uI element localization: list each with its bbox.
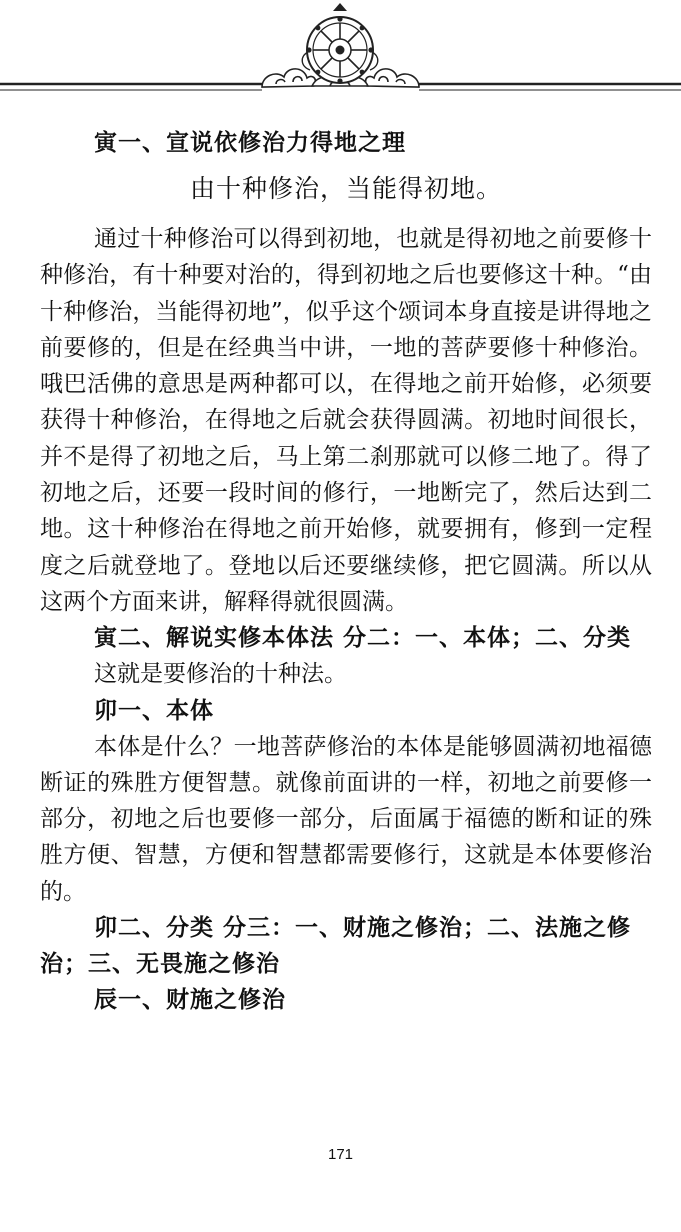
page-number: 171	[327, 1146, 354, 1163]
heading-yin2: 寅二、解说实修本体法 分二：一、本体；二、分类	[94, 625, 632, 652]
paragraph-2: 这就是要修治的十种法。	[94, 661, 347, 688]
page-body	[40, 125, 652, 1018]
paragraph-1: 通过十种修治可以得到初地，也就是得初地之前要修十种修治，有十种要对治的，得到初地之后也要修这十种。“由十种修治，当能得初地”，似乎这个颂词本身直接是讲得地之前要修的，但是在经典当中讲，一地的菩萨要修十种修治。哦巴活佛的意思是两种都可以，在得地之前开始修，必须要获得十种修治，在得地之后就会获得圆满。初地时间很长，并不是得了初地之后，马上第二刹那就可以修二地了。得了初地之后，还要一段时间的修行，一地断完了，然后达到二地。这十种修治在得地之前开始修，就要拥有，修到一定程度之后就登地了。登地以后还要继续修，把它圆满。所以从这两个方面来讲，解释得就很圆满。	[40, 226, 652, 615]
left-cloud-icon	[262, 69, 315, 87]
heading-yin1: 寅一、宣说依修治力得地之理	[94, 130, 406, 156]
header-ornament	[0, 0, 681, 105]
heading-mao1: 卯一、本体	[94, 697, 214, 724]
dharma-wheel-icon	[306, 3, 373, 84]
verse: 由十种修治，当能得初地。	[189, 174, 502, 203]
right-cloud-icon	[366, 69, 419, 87]
paragraph-3: 本体是什么？一地菩萨修治的本体是能够圆满初地福德断证的殊胜方便智慧。就像前面讲的一样，初地之前要修一部分，初地之后也要修一部分，后面属于福德的断和证的殊胜方便、智慧，方便和智慧都需要修行，这就是本体要修治的。	[40, 733, 652, 905]
heading-chen1: 辰一、财施之修治	[94, 987, 286, 1014]
heading-mao2: 卯二、分类 分三：一、财施之修治；二、法施之修治；三、无畏施之修治	[40, 915, 632, 978]
